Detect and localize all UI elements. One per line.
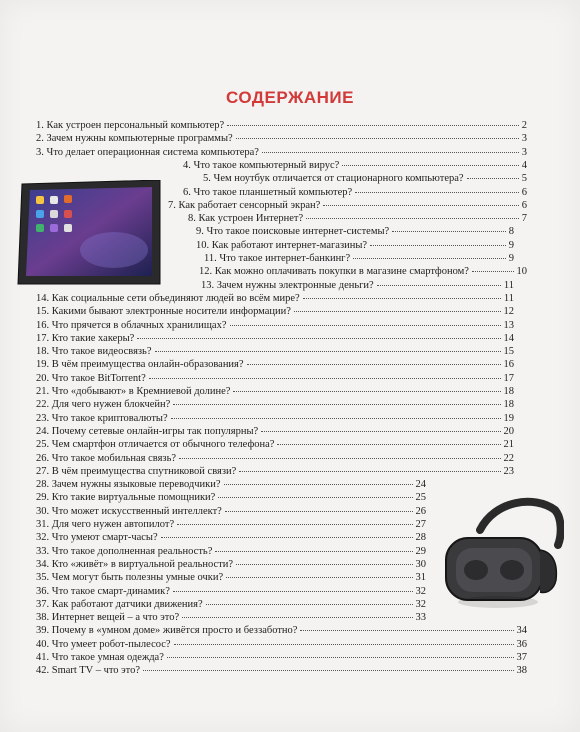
dot-leader — [353, 258, 506, 259]
toc-page-number: 3 — [521, 133, 527, 145]
toc-entry-label: 42. Smart TV – что это? — [36, 665, 141, 677]
toc-entry-label: 19. В чём преимущества онлайн-образования? — [36, 359, 244, 371]
toc-entry[interactable] — [36, 293, 514, 305]
toc-page-number: 21 — [503, 439, 514, 451]
dot-leader — [173, 404, 500, 405]
toc-page-number: 20 — [503, 425, 514, 437]
toc-page-number: 31 — [415, 572, 426, 584]
dot-leader — [300, 630, 513, 631]
toc-entry-label: 15. Какими бывают электронные носители информации? — [36, 306, 291, 318]
toc-entry-label: 22. Для чего нужен блокчейн? — [36, 399, 171, 411]
page-title: СОДЕРЖАНИЕ — [226, 88, 354, 107]
dot-leader — [472, 271, 514, 272]
toc-page-number: 34 — [516, 625, 527, 637]
toc-entry[interactable] — [36, 506, 426, 518]
toc-entry[interactable] — [36, 333, 514, 345]
toc-entry[interactable] — [36, 546, 426, 558]
toc-entry[interactable] — [36, 133, 527, 145]
toc-entry-label: 35. Чем могут быть полезны умные очки? — [36, 572, 224, 584]
toc-entry[interactable] — [196, 226, 514, 238]
toc-page-number: 29 — [415, 545, 426, 557]
toc-page-number: 25 — [415, 492, 426, 504]
toc-entry-label: 16. Что прячется в облачных хранилищах? — [36, 319, 227, 331]
toc-entry[interactable] — [199, 266, 527, 278]
toc-entry-label: 5. Чем ноутбук отличается от стационарного компьютера? — [203, 173, 464, 185]
dot-leader — [225, 511, 413, 512]
dot-leader — [323, 205, 518, 206]
dot-leader — [171, 418, 501, 419]
toc-page-number: 23 — [503, 465, 514, 477]
dot-leader — [342, 165, 518, 166]
toc-entry-label: 14. Как социальные сети объединяют людей во всём мире? — [36, 292, 300, 304]
toc-entry-label: 4. Что такое компьютерный вирус? — [183, 159, 340, 171]
dot-leader — [261, 431, 500, 432]
dot-leader — [224, 484, 413, 485]
toc-entry[interactable] — [36, 639, 527, 651]
toc-entry[interactable] — [36, 453, 514, 465]
dot-leader — [179, 458, 500, 459]
toc-page-number: 26 — [415, 505, 426, 517]
toc-entry-label: 24. Почему сетевые онлайн-игры так популярны? — [36, 425, 259, 437]
toc-page-number: 37 — [516, 652, 527, 663]
toc-entry[interactable] — [36, 479, 426, 491]
toc-page-number: 5 — [521, 173, 527, 185]
toc-page-number: 13 — [503, 319, 514, 331]
toc-page-number: 7 — [521, 213, 527, 225]
toc-entry-label: 10. Как работают интернет-магазины? — [196, 239, 368, 251]
toc-entry-label: 39. Почему в «умном доме» живётся просто и беззаботно? — [36, 625, 298, 637]
dot-leader — [206, 604, 413, 605]
toc-entry[interactable] — [203, 173, 527, 185]
dot-leader — [277, 444, 500, 445]
dot-leader — [392, 231, 506, 232]
dot-leader — [306, 218, 519, 219]
vr-headset-illustration — [440, 490, 564, 620]
toc-entry[interactable] — [36, 559, 426, 571]
toc-entry-label: 23. Что такое криптовалюты? — [36, 412, 168, 424]
toc-entry-label: 26. Что такое мобильная связь? — [36, 452, 177, 464]
toc-page-number: 27 — [415, 519, 426, 530]
toc-page-number: 4 — [521, 159, 527, 171]
toc-entry[interactable] — [36, 492, 426, 504]
toc-page-number: 6 — [521, 186, 527, 198]
toc-entry-label: 40. Что умеет робот-пылесос? — [36, 638, 171, 650]
toc-entry[interactable] — [36, 625, 527, 637]
toc-entry-label: 3. Что делает операционная система компьютера? — [36, 146, 259, 158]
toc-entry-label: 27. В чём преимущества спутниковой связи? — [36, 465, 237, 477]
toc-page-number: 14 — [503, 332, 514, 344]
toc-entry-label: 1. Как устроен персональный компьютер? — [36, 120, 225, 131]
toc-entry-label: 29. Кто такие виртуальные помощники? — [36, 492, 216, 504]
dot-leader — [155, 351, 501, 352]
toc-entry-label: 9. Что такое поисковые интернет-системы? — [196, 226, 390, 238]
tablet-illustration — [14, 180, 164, 288]
toc-entry-label: 18. Что такое видеосвязь? — [36, 346, 152, 358]
toc-entry-label: 17. Кто такие хакеры? — [36, 332, 135, 344]
toc-entry-label: 7. Как работает сенсорный экран? — [168, 199, 321, 211]
dot-leader — [218, 497, 412, 498]
dot-leader — [227, 125, 519, 126]
toc-entry[interactable] — [36, 532, 426, 544]
dot-leader — [303, 298, 501, 299]
toc-page-number: 32 — [415, 598, 426, 610]
toc-entry-label: 13. Зачем нужны электронные деньги? — [201, 279, 374, 291]
toc-page-number: 11 — [503, 292, 514, 304]
toc-entry[interactable] — [168, 200, 527, 212]
toc-page-number: 17 — [503, 372, 514, 384]
dot-leader — [167, 657, 514, 658]
toc-entry[interactable] — [36, 320, 514, 332]
dot-leader — [137, 338, 500, 339]
toc-entry-label: 12. Как можно оплачивать покупки в магазине смартфоном? — [199, 266, 469, 278]
toc-page-number: 8 — [508, 226, 514, 238]
toc-entry[interactable] — [36, 426, 514, 438]
toc-entry[interactable] — [36, 413, 514, 425]
toc-entry[interactable] — [188, 213, 527, 225]
dot-leader — [294, 311, 501, 312]
toc-entry[interactable] — [36, 359, 514, 371]
dot-leader — [247, 364, 501, 365]
toc-entry[interactable] — [36, 147, 527, 159]
toc-page-number: 28 — [415, 532, 426, 544]
toc-page-number: 12 — [503, 306, 514, 318]
dot-leader — [236, 564, 412, 565]
toc-entry-label: 21. Что «добывают» в Кремниевой долине? — [36, 386, 231, 397]
toc-page-number: 3 — [521, 146, 527, 158]
toc-entry-label: 25. Чем смартфон отличается от обычного телефона? — [36, 439, 275, 451]
toc-entry-label: 11. Что такое интернет-банкинг? — [204, 253, 351, 264]
toc-entry-label: 41. Что такое умная одежда? — [36, 652, 164, 663]
toc-entry-label: 37. Как работают датчики движения? — [36, 598, 203, 610]
dot-leader — [236, 138, 519, 139]
dot-leader — [239, 471, 500, 472]
dot-leader — [143, 670, 513, 671]
dot-leader — [467, 178, 519, 179]
dot-leader — [233, 391, 500, 392]
toc-entry[interactable] — [36, 120, 527, 132]
dot-leader — [377, 285, 501, 286]
toc-page-number: 33 — [415, 612, 426, 624]
toc-entry[interactable] — [36, 612, 426, 624]
dot-leader — [174, 644, 514, 645]
toc-page-number: 15 — [503, 346, 514, 358]
toc-page-number: 36 — [516, 638, 527, 650]
toc-entry[interactable] — [36, 386, 514, 398]
toc-entry[interactable] — [204, 253, 514, 265]
toc-entry[interactable] — [183, 160, 527, 172]
toc-page-number: 2 — [521, 120, 527, 131]
toc-entry-label: 6. Что такое планшетный компьютер? — [183, 186, 353, 198]
toc-entry[interactable] — [36, 399, 514, 411]
toc-page-number: 32 — [415, 585, 426, 597]
toc-entry[interactable] — [36, 665, 527, 677]
toc-entry-label: 28. Зачем нужны языковые переводчики? — [36, 479, 221, 491]
toc-entry[interactable] — [36, 586, 426, 598]
toc-page-number: 16 — [503, 359, 514, 371]
toc-entry-label: 34. Кто «живёт» в виртуальной реальности? — [36, 558, 234, 570]
toc-page-number: 18 — [503, 386, 514, 397]
toc-entry[interactable] — [36, 519, 426, 531]
dot-leader — [215, 551, 412, 552]
toc-entry[interactable] — [36, 306, 514, 318]
toc-page-number: 18 — [503, 399, 514, 411]
toc-entry[interactable] — [201, 280, 514, 292]
toc-entry-label: 36. Что такое смарт-динамик? — [36, 585, 170, 597]
dot-leader — [182, 617, 412, 618]
toc-entry-label: 32. Что умеют смарт-часы? — [36, 532, 158, 544]
toc-entry-label: 20. Что такое BitTorrent? — [36, 372, 146, 384]
toc-entry[interactable] — [36, 652, 527, 664]
toc-entry[interactable] — [36, 572, 426, 584]
dot-leader — [149, 378, 501, 379]
dot-leader — [262, 152, 519, 153]
dot-leader — [355, 192, 519, 193]
toc-entry-label: 38. Интернет вещей – а что это? — [36, 612, 180, 624]
toc-entry[interactable] — [183, 187, 527, 199]
toc-page-number: 19 — [503, 412, 514, 424]
toc-entry[interactable] — [36, 599, 426, 611]
toc-page-number: 9 — [508, 253, 514, 264]
toc-entry-label: 33. Что такое дополненная реальность? — [36, 545, 213, 557]
toc-page-number: 9 — [508, 239, 514, 251]
toc-entry-label: 30. Что может искусственный интеллект? — [36, 505, 222, 517]
toc-entry[interactable] — [36, 466, 514, 478]
toc-page-number: 6 — [521, 199, 527, 211]
toc-page-number: 11 — [503, 279, 514, 291]
dot-leader — [370, 245, 506, 246]
dot-leader — [161, 537, 413, 538]
toc-entry[interactable] — [36, 373, 514, 385]
dot-leader — [177, 524, 412, 525]
toc-entry[interactable] — [36, 346, 514, 358]
toc-page-number: 24 — [415, 479, 426, 491]
toc-entry-label: 31. Для чего нужен автопилот? — [36, 519, 175, 530]
dot-leader — [173, 591, 413, 592]
toc-entry[interactable] — [36, 439, 514, 451]
toc-page-number: 38 — [516, 665, 527, 677]
toc-entry-label: 8. Как устроен Интернет? — [188, 213, 304, 225]
toc-entry-label: 2. Зачем нужны компьютерные программы? — [36, 133, 233, 145]
dot-leader — [230, 325, 501, 326]
toc-entry[interactable] — [196, 240, 514, 252]
dot-leader — [226, 577, 412, 578]
toc-page-number: 30 — [415, 558, 426, 570]
toc-page-number: 22 — [503, 452, 514, 464]
toc-page-number: 10 — [516, 266, 527, 278]
